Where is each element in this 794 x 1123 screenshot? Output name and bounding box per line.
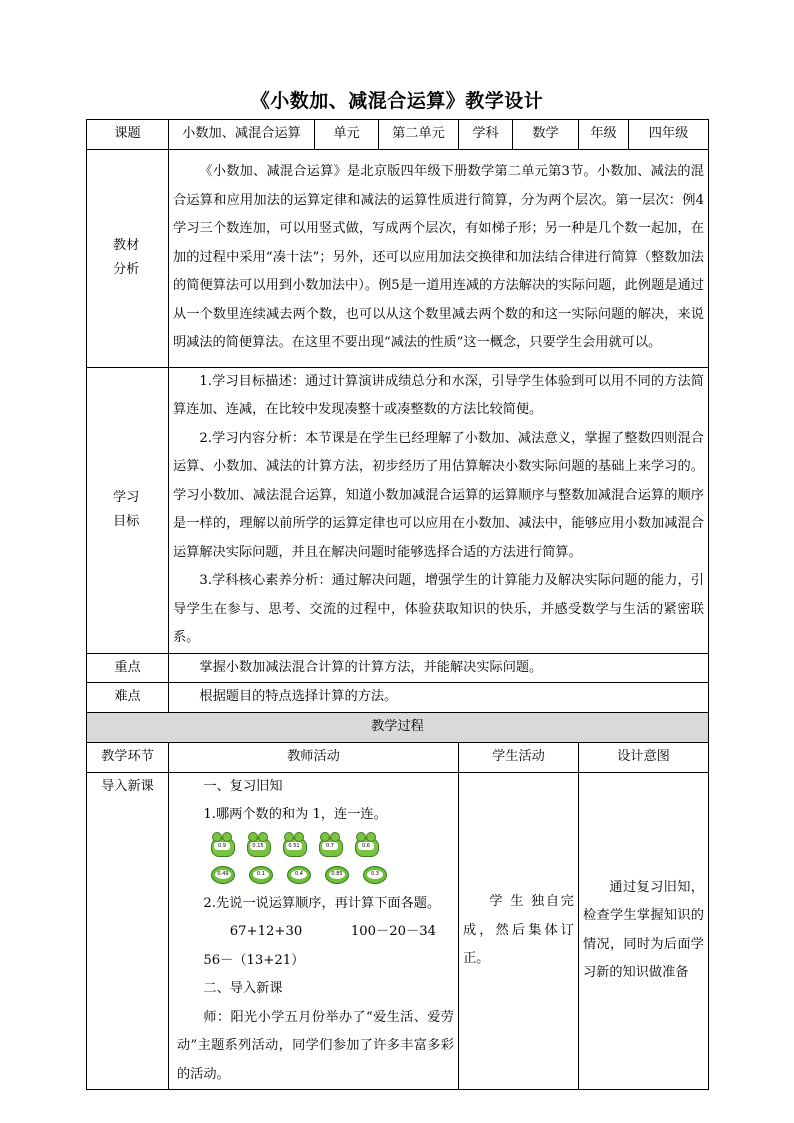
student-activity: 学 生 独自完成，然后集体订正。 xyxy=(459,772,579,1090)
analysis-text: 《小数加、减混合运算》是北京版四年级下册数学第二单元第3节。小数加、减法的混合运算和应用加法的运算定律和减法的运算性质进行简算，分为两个层次。第一层次：例4学习三个数连加，可以用竖式做，写成两个层次，有如梯子形；另一种是几个数一起加，在加的过程中采用“凑十法”；另外，还可以应用加法交换律和加法结合律进行简算（整数加法的简便算法可以用到小数加法中）。例5是一道用连减的方法解决的实际问题，此例题是通过从一个数里连续减去两个数，也可以从这个数里减去两个数的和这一实际问题的解决，来说明减法的简便算法。在这里不要出现“减法的性质”这一概念，只要学生会用就可以。 xyxy=(169,149,709,367)
frog-icon: 0.15 xyxy=(247,834,269,856)
expression-list xyxy=(177,918,454,975)
frog-icon: 0.9 xyxy=(211,834,233,856)
key-text: 掌握小数加减法混合计算的计算方法，并能解决实际问题。 xyxy=(169,653,709,683)
lily-pad-icon: 0.3 xyxy=(363,866,387,884)
lily-pad-icon: 0.85 xyxy=(325,866,349,884)
goal-description: 1.学习目标描述：通过计算演讲成绩总分和水深，引导学生体验到可以用不同的方法简算连加、连减，在比较中发现凑整十或凑整数的方法比较简便。 xyxy=(173,373,704,417)
frog-icon: 0.6 xyxy=(355,834,377,856)
expression: 100－20－34 xyxy=(350,924,436,939)
col-stage: 教学环节 xyxy=(87,742,169,772)
content-analysis: 2.学习内容分析：本节课是在学生已经理解了小数加、减法意义，掌握了整数四则混合运算、小数加、减法的计算方法，初步经历了用估算解决小数实际问题的基础上来学习的。学习小数加、减法混合运算，知道小数加减混合运算的运算顺序与整数加减混合运算的顺序是一样的，理解以前所学的运算定律也可以应用在小数加、减法中，能够应用小数加减混合运算解决实际问题，并且在解决问题时能够选择合适的方法进行简算。 xyxy=(173,430,704,560)
unit-label: 单元 xyxy=(315,120,379,150)
goals-label: 学习目标 xyxy=(87,367,169,653)
lily-pad-row xyxy=(177,860,454,890)
review-heading: 一、复习旧知 xyxy=(203,778,283,794)
literacy-analysis: 3.学科核心素养分析：通过解决问题，增强学生的计算能力及解决实际问题的能力，引导学生在参与、思考、交流的过程中，体验获取知识的快乐，并感受数学与生活的紧密联系。 xyxy=(173,573,704,645)
grade-label: 年级 xyxy=(579,120,629,150)
subject-value: 数学 xyxy=(513,120,579,150)
frog-icon: 0.51 xyxy=(283,834,305,856)
grade-value: 四年级 xyxy=(629,120,709,150)
expression: 67+12+30 xyxy=(229,924,303,939)
unit-value: 第二单元 xyxy=(379,120,459,150)
keti-label: 课题 xyxy=(87,120,169,150)
subject-label: 学科 xyxy=(459,120,513,150)
process-header: 教学过程 xyxy=(87,712,709,742)
lily-pad-icon: 0.4 xyxy=(287,866,311,884)
lily-pad-icon: 0.49 xyxy=(211,866,235,884)
frog-row xyxy=(177,830,454,860)
col-teacher: 教师活动 xyxy=(169,742,459,772)
goals-content xyxy=(169,367,709,653)
document-title: 《小数加、减混合运算》教学设计 xyxy=(250,90,544,112)
intro-heading: 二、导入新课 xyxy=(203,981,283,996)
lesson-plan-table xyxy=(86,119,709,1090)
lily-pad-icon: 0.1 xyxy=(249,866,273,884)
teacher-activity xyxy=(169,772,459,1090)
frog-icon: 0.7 xyxy=(319,834,341,856)
expression: 56－（13+21） xyxy=(203,952,305,968)
col-intent: 设计意图 xyxy=(579,742,709,772)
order-question: 2.先说一说运算顺序，再计算下面各题。 xyxy=(203,895,441,911)
keti-value: 小数加、减混合运算 xyxy=(169,120,315,150)
teacher-speech: 师：阳光小学五月份举办了“爱生活、爱劳动”主题系列活动，同学们参加了许多丰富多彩的活动。 xyxy=(177,1009,454,1082)
key-label: 重点 xyxy=(87,653,169,683)
analysis-label: 教材分析 xyxy=(87,149,169,367)
col-student: 学生活动 xyxy=(459,742,579,772)
design-intent: 通过复习旧知，检查学生掌握知识的情况，同时为后面学习新的知识做准备 xyxy=(579,772,709,1090)
difficulty-text: 根据题目的特点选择计算的方法。 xyxy=(169,683,709,713)
stage-cell: 导入新课 xyxy=(87,772,169,1090)
sum-question: 1.哪两个数的和为 1，连一连。 xyxy=(203,807,387,822)
difficulty-label: 难点 xyxy=(87,683,169,713)
